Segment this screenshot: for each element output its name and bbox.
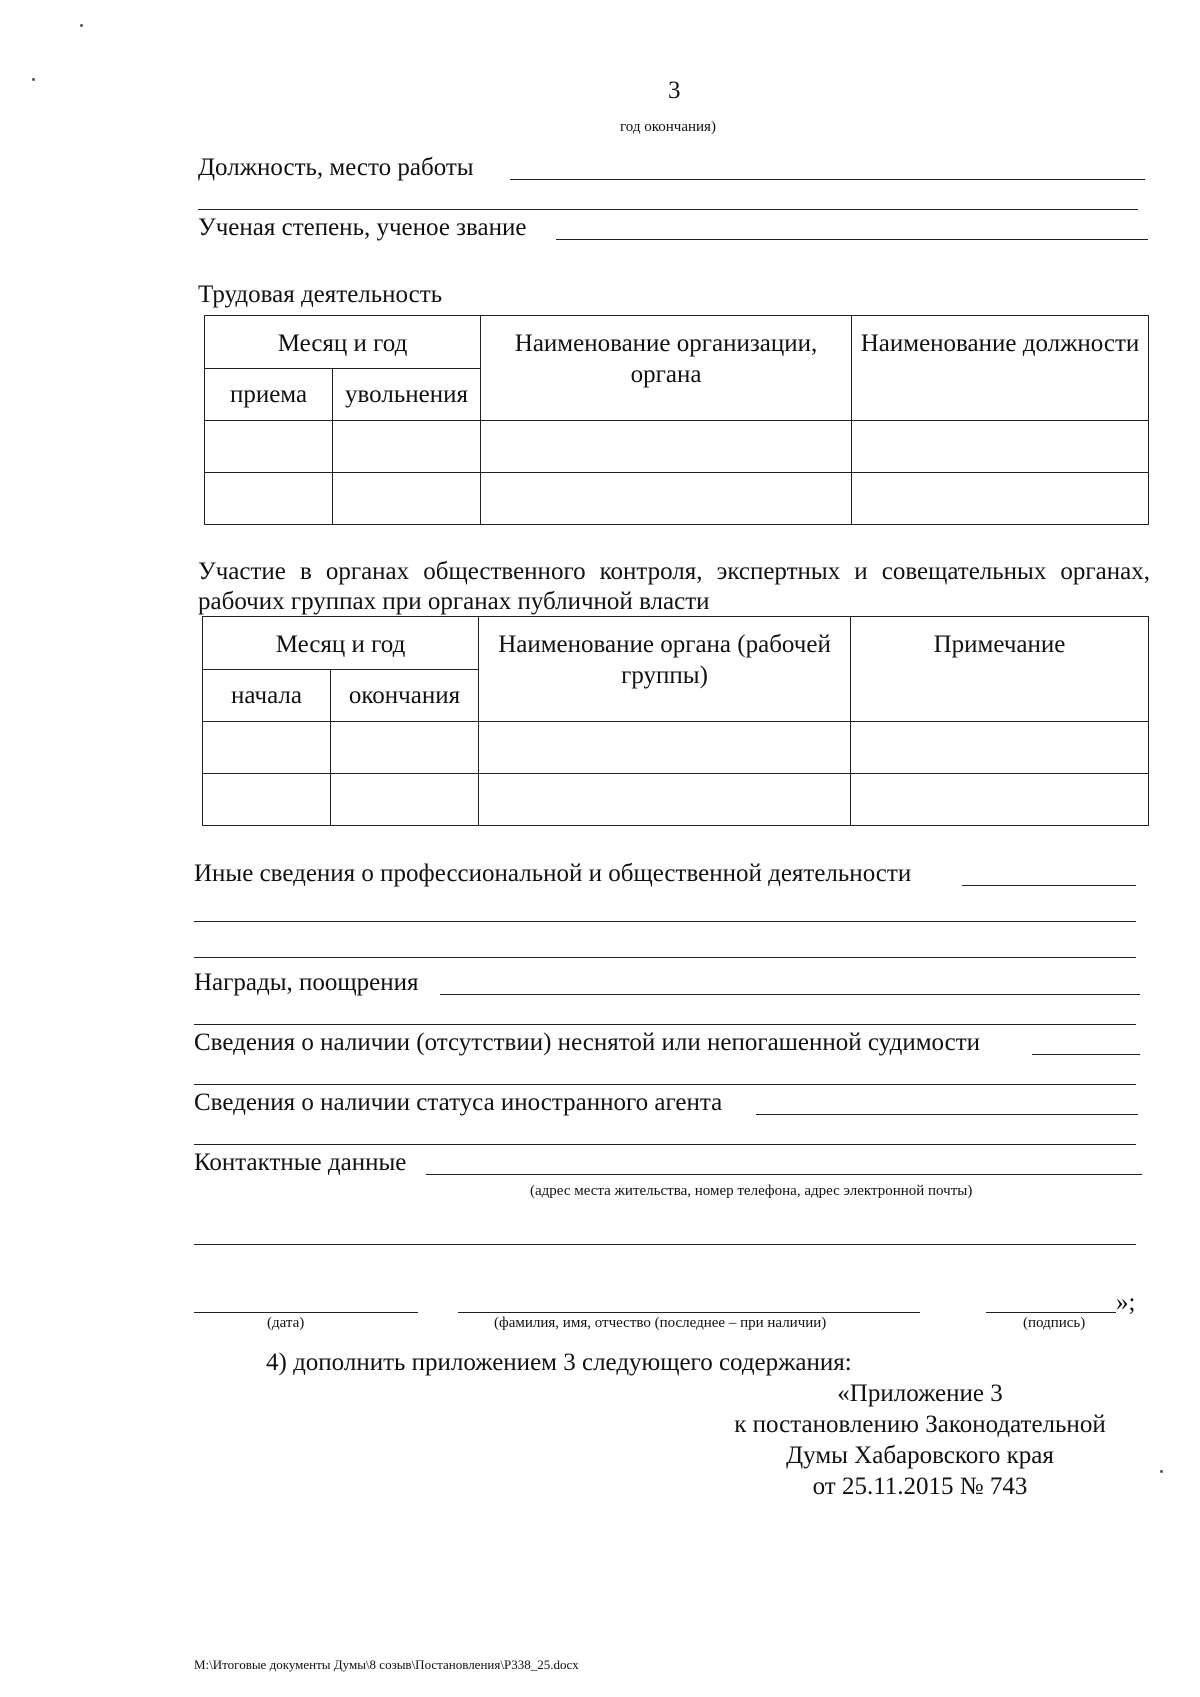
date-caption: (дата) [267, 1315, 305, 1331]
scan-speck [32, 78, 35, 81]
participation-header-start: начала [203, 670, 331, 722]
participation-cell-start[interactable] [203, 722, 331, 774]
work-cell-position[interactable] [852, 421, 1149, 473]
participation-header-end: окончания [331, 670, 479, 722]
appendix-line-4: от 25.11.2015 № 743 [812, 1473, 1028, 1500]
other-info-input-line-3[interactable] [194, 957, 1136, 958]
participation-cell-body[interactable] [479, 774, 851, 826]
name-caption: (фамилия, имя, отчество (последнее – при наличии) [494, 1315, 827, 1331]
participation-header-body-name: Наименование органа (рабочей группы) [479, 617, 851, 722]
date-input-line[interactable] [194, 1312, 418, 1313]
amendment-text: 4) дополнить приложением 3 следующего содержания: [266, 1349, 852, 1376]
foreign-agent-input-line[interactable] [756, 1114, 1138, 1115]
participation-section-title: Участие в органах общественного контроля, экспертных и совещательных органах, рабочих группах при органах публичной власти [198, 558, 1150, 615]
participation-cell-note[interactable] [851, 722, 1149, 774]
work-section-title: Трудовая деятельность [198, 281, 443, 308]
appendix-line-1: «Приложение 3 [837, 1380, 1003, 1407]
footer-file-path: M:\Итоговые документы Думы\8 созыв\Постановления\P338_25.docx [194, 1657, 579, 1672]
participation-header-note: Примечание [851, 617, 1149, 722]
work-cell-org[interactable] [481, 421, 852, 473]
awards-input-line-2[interactable] [194, 1024, 1136, 1025]
participation-table [202, 616, 1149, 826]
page-number: 3 [668, 77, 681, 104]
participation-cell-body[interactable] [479, 722, 851, 774]
foreign-agent-input-line-2[interactable] [194, 1144, 1136, 1145]
degree-label: Ученая степень, ученое звание [198, 214, 527, 241]
conviction-label: Сведения о наличии (отсутствии) неснятой или непогашенной судимости [194, 1029, 981, 1056]
awards-label: Награды, поощрения [194, 969, 419, 996]
participation-table-row [203, 774, 1149, 826]
top-note: год окончания) [620, 119, 716, 135]
work-table-row [205, 421, 1149, 473]
sign-input-line[interactable] [986, 1312, 1116, 1313]
contacts-input-line-2[interactable] [194, 1244, 1136, 1245]
awards-input-line[interactable] [440, 994, 1140, 995]
participation-table-row [203, 722, 1149, 774]
other-info-input-line-2[interactable] [194, 921, 1136, 922]
work-cell-hire[interactable] [205, 473, 333, 525]
contacts-label: Контактные данные [194, 1149, 407, 1176]
scan-speck [80, 24, 83, 27]
work-header-month-year: Месяц и год [205, 316, 481, 369]
work-header-dismissal: увольнения [333, 369, 481, 421]
conviction-input-line[interactable] [1032, 1054, 1140, 1055]
name-input-line[interactable] [458, 1312, 920, 1313]
conviction-input-line-2[interactable] [194, 1084, 1136, 1085]
contacts-input-line[interactable] [426, 1174, 1142, 1175]
work-header-position-name: Наименование должности [852, 316, 1149, 421]
work-cell-hire[interactable] [205, 421, 333, 473]
work-cell-position[interactable] [852, 473, 1149, 525]
appendix-heading [700, 1378, 1140, 1502]
other-info-label: Иные сведения о профессиональной и общественной деятельности [194, 860, 912, 887]
work-table-row [205, 473, 1149, 525]
participation-cell-note[interactable] [851, 774, 1149, 826]
other-info-input-line[interactable] [962, 885, 1136, 886]
scan-speck [1160, 1470, 1163, 1473]
position-label: Должность, место работы [198, 154, 474, 181]
degree-input-line[interactable] [556, 239, 1148, 240]
appendix-line-2: к постановлению Законодательной [734, 1411, 1106, 1438]
appendix-line-3: Думы Хабаровского края [786, 1442, 1054, 1469]
closing-mark: »; [1116, 1289, 1136, 1316]
sign-caption: (подпись) [1023, 1315, 1086, 1331]
participation-cell-end[interactable] [331, 722, 479, 774]
work-table [204, 315, 1149, 525]
contacts-hint: (адрес места жительства, номер телефона, адрес электронной почты) [530, 1183, 973, 1199]
position-input-line[interactable] [510, 179, 1145, 180]
position-input-line-2[interactable] [198, 209, 1138, 210]
participation-cell-end[interactable] [331, 774, 479, 826]
work-cell-dismissal[interactable] [333, 421, 481, 473]
work-header-org-name: Наименование организации, органа [481, 316, 852, 421]
foreign-agent-label: Сведения о наличии статуса иностранного агента [194, 1089, 723, 1116]
work-header-hire: приема [205, 369, 333, 421]
work-cell-dismissal[interactable] [333, 473, 481, 525]
work-cell-org[interactable] [481, 473, 852, 525]
participation-header-month-year: Месяц и год [203, 617, 479, 670]
participation-cell-start[interactable] [203, 774, 331, 826]
